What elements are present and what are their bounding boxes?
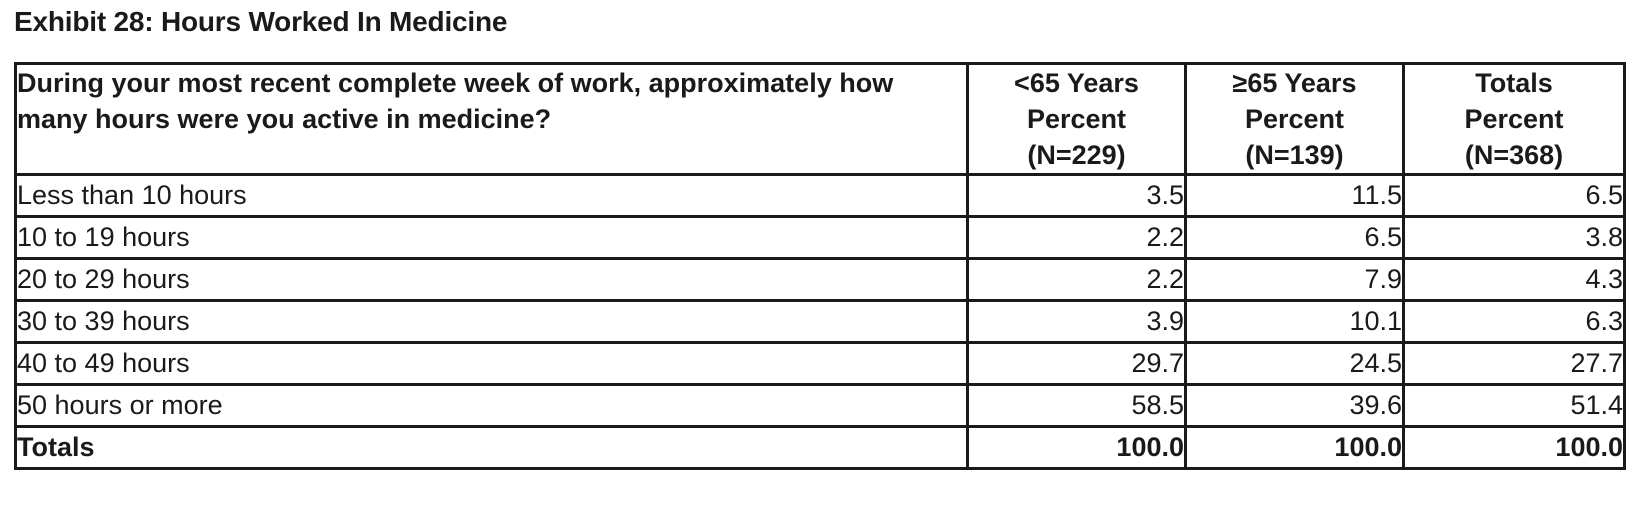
header-row bbox=[16, 64, 1625, 175]
column-header-line: (N=139) bbox=[1245, 140, 1344, 170]
total-65-plus: 100.0 bbox=[1186, 427, 1404, 469]
cell-65-plus: 10.1 bbox=[1186, 301, 1404, 343]
cell-under-65: 3.9 bbox=[968, 301, 1186, 343]
totals-label: Totals bbox=[16, 427, 968, 469]
exhibit-title: Exhibit 28: Hours Worked In Medicine bbox=[14, 6, 508, 37]
cell-65-plus: 7.9 bbox=[1186, 259, 1404, 301]
row-label: 40 to 49 hours bbox=[16, 343, 968, 385]
cell-under-65: 58.5 bbox=[968, 385, 1186, 427]
column-header-line: Totals bbox=[1475, 68, 1553, 98]
totals-row bbox=[16, 427, 1625, 469]
cell-total: 51.4 bbox=[1404, 385, 1625, 427]
row-label: 50 hours or more bbox=[16, 385, 968, 427]
column-header-65-plus bbox=[1186, 64, 1404, 175]
cell-under-65: 29.7 bbox=[968, 343, 1186, 385]
column-header-line: ≥65 Years bbox=[1232, 68, 1357, 98]
cell-65-plus: 39.6 bbox=[1186, 385, 1404, 427]
total-under-65: 100.0 bbox=[968, 427, 1186, 469]
cell-under-65: 2.2 bbox=[968, 259, 1186, 301]
cell-total: 27.7 bbox=[1404, 343, 1625, 385]
column-header-line: Percent bbox=[1464, 104, 1564, 134]
cell-65-plus: 6.5 bbox=[1186, 217, 1404, 259]
cell-total: 6.5 bbox=[1404, 175, 1625, 217]
table-row bbox=[16, 385, 1625, 427]
column-header-line: Percent bbox=[1244, 104, 1345, 134]
cell-total: 6.3 bbox=[1404, 301, 1625, 343]
column-header-totals bbox=[1404, 64, 1625, 175]
hours-worked-table bbox=[14, 62, 1626, 470]
total-all: 100.0 bbox=[1404, 427, 1625, 469]
column-header-line: (N=229) bbox=[1027, 140, 1126, 170]
table-row bbox=[16, 301, 1625, 343]
cell-total: 3.8 bbox=[1404, 217, 1625, 259]
column-header-under-65 bbox=[968, 64, 1186, 175]
table-row bbox=[16, 259, 1625, 301]
cell-total: 4.3 bbox=[1404, 259, 1625, 301]
cell-65-plus: 24.5 bbox=[1186, 343, 1404, 385]
table-row bbox=[16, 217, 1625, 259]
row-label: Less than 10 hours bbox=[16, 175, 968, 217]
cell-under-65: 3.5 bbox=[968, 175, 1186, 217]
column-header-line: Percent bbox=[1026, 104, 1127, 134]
table-row bbox=[16, 175, 1625, 217]
column-header-line: (N=368) bbox=[1464, 140, 1564, 170]
table-row bbox=[16, 343, 1625, 385]
row-label: 30 to 39 hours bbox=[16, 301, 968, 343]
cell-65-plus: 11.5 bbox=[1186, 175, 1404, 217]
row-label: 20 to 29 hours bbox=[16, 259, 968, 301]
row-label: 10 to 19 hours bbox=[16, 217, 968, 259]
question-header: During your most recent complete week of work, approximately how many hours were you active in medicine? bbox=[16, 64, 968, 175]
cell-under-65: 2.2 bbox=[968, 217, 1186, 259]
column-header-line: <65 Years bbox=[1014, 68, 1139, 98]
